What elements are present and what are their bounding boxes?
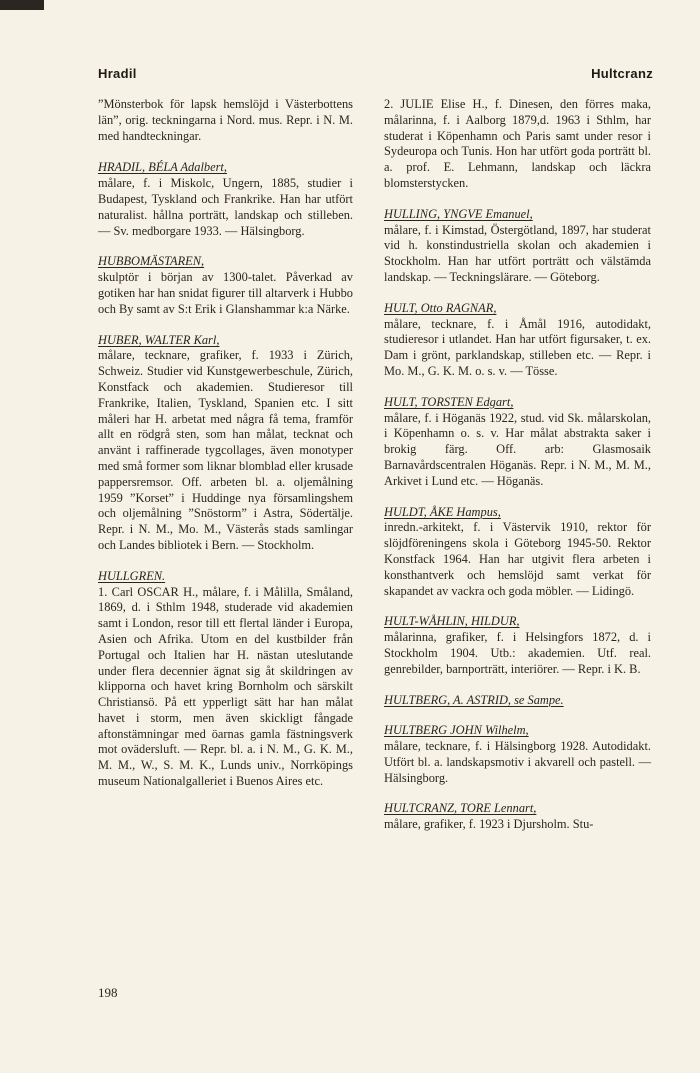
entry-heading: HULT, TORSTEN Edgart,: [384, 394, 514, 409]
entry-text: målare, f. i Kimstad, Östergötland, 1897, har studerat vid h. konstindustriella skolan och akademien i Stockholm. Han har utfört porträtt och välstämda landskap. — Teckningslärare. — Göteborg.: [384, 222, 651, 284]
entry-heading: HULTCRANZ, TORE Lennart,: [384, 801, 537, 816]
entry-hullgren: [98, 569, 353, 790]
running-head-right: Hultcranz: [591, 66, 653, 81]
entry-heading: HULLING, YNGVE Emanuel,: [384, 206, 533, 221]
entry-hult-ragnar: [384, 301, 651, 380]
left-column: [98, 97, 353, 805]
entry-text: målare, tecknare, f. i Åmål 1916, autodidakt, studieresor i utlandet. Han har utfört figursaker, t. ex. Dam i grönt, parklandskap, stilleben etc. — Repr. i Mo. M., G. K. M. o. s. v. — Tösse.: [384, 316, 651, 378]
entry-hullgren-julie: [384, 97, 651, 192]
entry-text: målare, f. i Miskolc, Ungern, 1885, studier i Budapest, Tyskland och Frankrike. Han har utfört naturalist. hållna porträtt, landskap och stilleben. — Sv. medborgare 1933. — Hälsingborg.: [98, 176, 353, 238]
entry-hultberg-john: [384, 723, 651, 786]
entry-huldt: [384, 505, 651, 600]
page-number: 198: [98, 985, 118, 1000]
entry-heading: HRADIL, BÉLA Adalbert,: [98, 160, 227, 175]
scan-edge-mark: [0, 0, 44, 10]
entry-heading: HULTBERG, A. ASTRID, se Sampe.: [384, 692, 564, 707]
entry-hulling: [384, 207, 651, 286]
entry-hubbomastaren: [98, 254, 353, 317]
entry-hultberg-astrid: [384, 693, 651, 709]
entry-text: målare, f. i Höganäs 1922, stud. vid Sk. målarskolan, i Köpenhamn o. s. v. Har målat abstrakta saker i brokig färg. Off. arb: Glasmosaik Barnavårdscentralen Höganäs. Repr. i N. M., M. M., Arkivet i Lund etc. — Höganäs.: [384, 410, 651, 488]
entry-hult-wahlin: [384, 614, 651, 677]
entry-continuation: [98, 97, 353, 144]
entry-heading: HULDT, ÅKE Hampus,: [384, 504, 501, 519]
entry-hult-torsten: [384, 395, 651, 490]
entry-text: 1. Carl OSCAR H., målare, f. i Målilla, Småland, 1869, d. i Sthlm 1948, studerade vid akademien samt i London, resor till ett flertal länder i Europa, Asien och Afrika. Utom en del kustbilder från Portugal och Italien har H. nästan uteslutande under flera decennier ägnat sig åt skildringen av klipporna och havet kring Bornholm och särskilt Christiansö. På ett ypperligt sätt har han målat havet i storm, men även skickligt fångade aftonstämningar med öarnas gamla fästningsverk mot ovädersluft. — Repr. bl. a. i N. M., G. K. M., M. M., W., S. M. K., Lunds univ., Norrköpings museum Nationalgalleriet i Buenos Aires etc.: [98, 584, 353, 789]
entry-heading: HUBER, WALTER Karl,: [98, 332, 220, 347]
entry-heading: HULLGREN.: [98, 568, 166, 583]
entry-hradil: [98, 160, 353, 239]
entry-text: skulptör i början av 1300-talet. Påverkad av gotiken har han snidat figurer till altarverk i Hubbo och By samt av S:t Erik i Glanshammar k:a Närke.: [98, 270, 353, 316]
entry-heading: HULTBERG JOHN Wilhelm,: [384, 723, 529, 738]
entry-text: målarinna, grafiker, f. i Helsingfors 1872, d. i Stockholm 1904. Utb.: akademien. Utf. real. genrebilder, barnporträtt, interiörer. — Repr. i K. B.: [384, 630, 651, 676]
entry-text: ”Mönsterbok för lapsk hemslöjd i Västerbottens län”, orig. teckningarna i Nord. mus. Repr. i N. M. med handteckningar.: [98, 97, 353, 143]
entry-text: målare, tecknare, grafiker, f. 1933 i Zürich, Schweiz. Studier vid Kunstgewerbeschule, Zürich, Konstfack och akademien. Studieresor till Frankrike, Italien, Tyskland, Spanien etc. I sitt måleri har H. arbetat med några få tema, framför allt en rödgrå sten, som han målat, tecknat och använt i raffinerade tygcollages, även monotyper med små former som liknar blomblad eller krusade pappersremsor. Off. arbeten bl. a. oljemålning 1959 ”Korset” i Huddinge nya församlingshem och oljemålning ”Snöstorm” i Astra, Södertälje. Repr. i N. M., Mo. M., Västerås stads samlingar och Landes bibliotek i Bern. — Stockholm.: [98, 348, 353, 552]
entry-text: målare, tecknare, f. i Hälsingborg 1928. Autodidakt. Utfört bl. a. landskapsmotiv i akvarell och pastell. — Hälsingborg.: [384, 739, 651, 785]
entry-heading: HULT, Otto RAGNAR,: [384, 300, 497, 315]
entry-hultcranz: [384, 801, 651, 833]
entry-huber: [98, 333, 353, 554]
entry-heading: HUBBOMÄSTAREN,: [98, 254, 205, 269]
entry-text: målare, grafiker, f. 1923 i Djursholm. Stu-: [384, 817, 594, 832]
running-head-left: Hradil: [98, 66, 137, 81]
entry-heading: HULT-WÅHLIN, HILDUR,: [384, 614, 520, 629]
entry-text: inredn.-arkitekt, f. i Västervik 1910, rektor för slöjdföreningens skola i Göteborg 1945-50. Rektor Konstfack 1964. Han har utgivit flera arbeten i konsthantverk och hemslöjd samt verkat för skapandet av vackra och goda möbler. — Lidingö.: [384, 520, 651, 598]
right-column: [384, 97, 651, 848]
entry-text: 2. JULIE Elise H., f. Dinesen, den förres maka, målarinna, f. i Aalborg 1879,d. 1963 i Sthlm, har studerat i Köpenhamn och Paris samt under resor i Sydeuropa och Tunis. Hon har utfört goda porträtt bl. a. prof. E. Lehmann, landskap och läckra blomsterstycken.: [384, 97, 651, 190]
